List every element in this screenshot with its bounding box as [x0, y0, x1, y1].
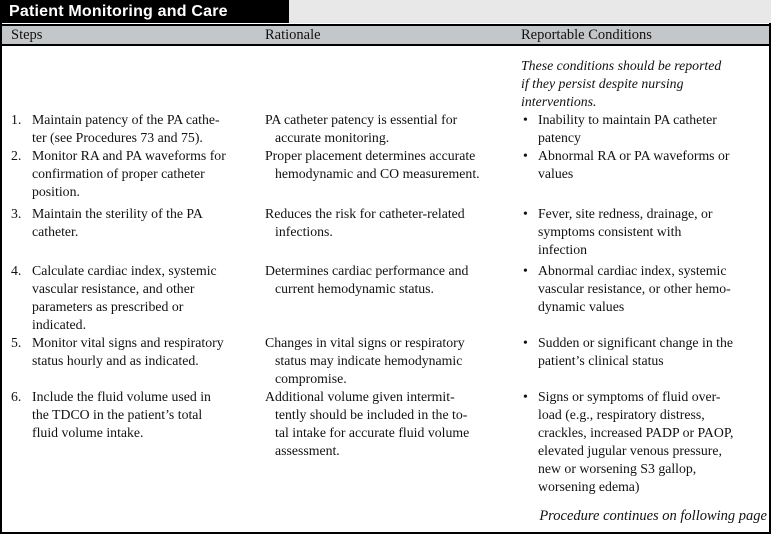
bullet-icon: •: [523, 263, 528, 278]
continuation-note-text: Procedure continues on following page: [539, 508, 767, 524]
text-line: PA catheter patency is essential for: [265, 112, 458, 127]
text-line: patient’s clinical status: [538, 353, 664, 368]
continuation-note: [2, 507, 769, 532]
text-line: Changes in vital signs or respiratory: [265, 335, 465, 350]
steps-cell: [2, 262, 258, 334]
steps-cell: [2, 388, 258, 496]
text-line: Sudden or significant change in the: [538, 335, 734, 350]
reportable-cell: [515, 388, 769, 496]
steps-cell: [2, 111, 258, 147]
text-line: infections.: [275, 224, 333, 239]
text-line: Abnormal cardiac index, systemic: [538, 263, 727, 278]
procedure-table: [0, 23, 771, 534]
text-line: accurate monitoring.: [275, 130, 390, 145]
step-number: 3.: [11, 206, 22, 221]
table-header-row: [2, 24, 769, 46]
column-header-rationale: Rationale: [265, 26, 321, 43]
text-line: new or worsening S3 gallop,: [538, 461, 697, 476]
text-line: status hourly and as indicated.: [32, 353, 199, 368]
reportable-bullet-item: [521, 111, 769, 147]
bullet-icon: •: [523, 335, 528, 350]
text-line: Fever, site redness, drainage, or: [538, 206, 713, 221]
rationale-cell: [258, 111, 515, 147]
reportable-cell: [515, 111, 769, 147]
title-strip: [289, 0, 771, 23]
reportable-bullet-item: [521, 388, 769, 496]
text-line: Include the fluid volume used in: [32, 389, 211, 404]
text-line: Calculate cardiac index, systemic: [32, 263, 217, 278]
text-line: Abnormal RA or PA waveforms or: [538, 148, 730, 163]
step-number: 2.: [11, 148, 22, 163]
reportable-cell: [515, 205, 769, 259]
rationale-cell: [258, 388, 515, 496]
reportable-cell: [515, 334, 769, 388]
text-line: crackles, increased PADP or PAOP,: [538, 425, 734, 440]
text-line: Monitor vital signs and respiratory: [32, 335, 224, 350]
text-line: position.: [32, 184, 80, 199]
steps-cell: [2, 147, 258, 201]
text-line: if they persist despite nursing: [521, 76, 684, 91]
reportable-bullet-item: [521, 147, 769, 183]
rationale-cell-empty: [258, 57, 515, 111]
text-line: worsening edema): [538, 479, 640, 494]
table-row: [2, 205, 769, 262]
text-line: Additional volume given intermit-: [265, 389, 455, 404]
reportable-cell: [515, 262, 769, 334]
table-row: [2, 111, 769, 147]
bullet-icon: •: [523, 389, 528, 404]
text-line: dynamic values: [538, 299, 625, 314]
reportable-bullet-item: [521, 262, 769, 316]
text-line: catheter.: [32, 224, 79, 239]
steps-cell: [2, 334, 258, 388]
section-title-bar: [0, 0, 289, 23]
text-line: indicated.: [32, 317, 87, 332]
section-title: Patient Monitoring and Care: [9, 3, 228, 20]
reportable-cell: [515, 147, 769, 201]
text-line: parameters as prescribed or: [32, 299, 184, 314]
text-line: the TDCO in the patient’s total: [32, 407, 203, 422]
text-line: tently should be included in the to-: [275, 407, 468, 422]
text-line: compromise.: [275, 371, 347, 386]
text-line: Determines cardiac performance and: [265, 263, 469, 278]
table-row: [2, 262, 769, 334]
text-line: Monitor RA and PA waveforms for: [32, 148, 226, 163]
bullet-icon: •: [523, 112, 528, 127]
table-row: [2, 334, 769, 388]
bullet-icon: •: [523, 148, 528, 163]
step-number: 4.: [11, 263, 22, 278]
text-line: Maintain the sterility of the PA: [32, 206, 203, 221]
text-line: symptoms consistent with: [538, 224, 682, 239]
reportable-note: [515, 57, 769, 111]
text-line: status may indicate hemodynamic: [275, 353, 463, 368]
steps-cell-empty: [2, 57, 258, 111]
text-line: Proper placement determines accurate: [265, 148, 476, 163]
text-line: confirmation of proper catheter: [32, 166, 205, 181]
rationale-cell: [258, 205, 515, 259]
rationale-cell: [258, 147, 515, 201]
rationale-cell: [258, 262, 515, 334]
text-line: load (e.g., respiratory distress,: [538, 407, 705, 422]
text-line: interventions.: [521, 94, 597, 109]
table-row: [2, 388, 769, 496]
text-line: Signs or symptoms of fluid over-: [538, 389, 721, 404]
text-line: assessment.: [275, 443, 340, 458]
text-line: Inability to maintain PA catheter: [538, 112, 717, 127]
step-number: 5.: [11, 335, 22, 350]
reportable-bullet-item: [521, 205, 769, 259]
text-line: Maintain patency of the PA cathe-: [32, 112, 220, 127]
text-line: These conditions should be reported: [521, 58, 722, 73]
rationale-cell: [258, 334, 515, 388]
text-line: vascular resistance, or other hemo-: [538, 281, 731, 296]
column-header-reportable: Reportable Conditions: [521, 26, 652, 43]
text-line: tal intake for accurate fluid volume: [275, 425, 470, 440]
table-body: [2, 46, 769, 496]
step-number: 6.: [11, 389, 22, 404]
bullet-icon: •: [523, 206, 528, 221]
table-row-note: [2, 57, 769, 111]
text-line: elevated jugular venous pressure,: [538, 443, 722, 458]
text-line: fluid volume intake.: [32, 425, 144, 440]
step-number: 1.: [11, 112, 22, 127]
text-line: infection: [538, 242, 588, 257]
text-line: vascular resistance, and other: [32, 281, 195, 296]
table-row: [2, 147, 769, 205]
text-line: patency: [538, 130, 581, 145]
title-row: [0, 0, 771, 23]
text-line: Reduces the risk for catheter-related: [265, 206, 465, 221]
column-header-steps: Steps: [11, 26, 43, 43]
text-line: ter (see Procedures 73 and 75).: [32, 130, 203, 145]
steps-cell: [2, 205, 258, 259]
text-line: values: [538, 166, 574, 181]
text-line: hemodynamic and CO measurement.: [275, 166, 480, 181]
text-line: current hemodynamic status.: [275, 281, 435, 296]
reportable-bullet-item: [521, 334, 769, 370]
